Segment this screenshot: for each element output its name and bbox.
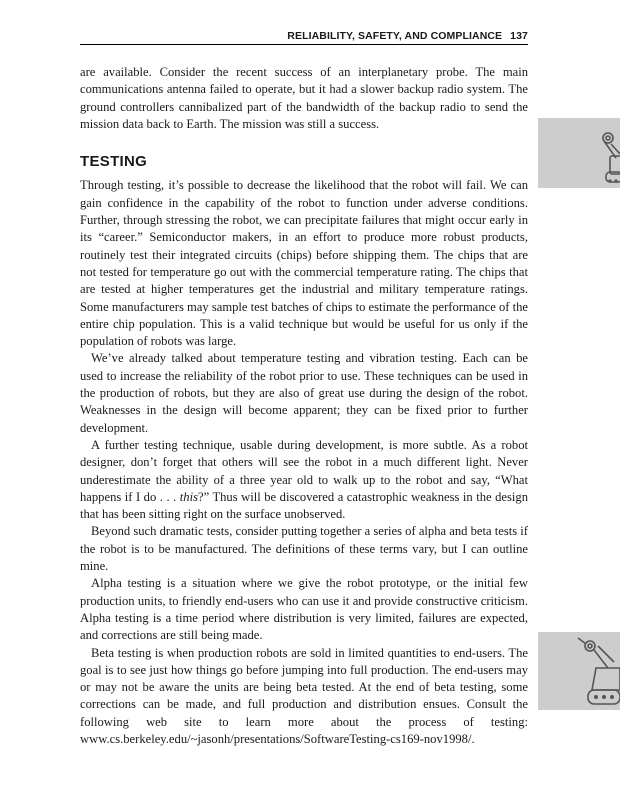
thumb-tab [538, 118, 620, 188]
body-paragraph: Alpha testing is a situation where we give the robot prototype, or the initial few production units, to friendly end-users who can use it and provide constructive criticism. Alpha testing is a time period where distribution is very limited, failures are expected, and corrections are still being made. [80, 576, 528, 643]
body-paragraph: We’ve already talked about temperature testing and vibration testing. Each can be used to increase the reliability of the robot prior to use. These techniques can be used in the production of robots, but they are also of great use during the design of the robot. Weaknesses in the design will become apparent; they can be fixed prior to further development. [80, 351, 528, 435]
body-paragraph: Through testing, it’s possible to decrease the likelihood that the robot will fail. We can gain confidence in the capability of the robot to function under adverse conditions. Further, through stressing the robot, we can precipitate failures that might occur early in its “career.” Semiconductor makers, in an effort to produce more robust products, routinely test their integrated circuits (chips) before shipping them. The chips that are not tested for temperature go out with the commercial temperature rating. The chips that are tested at higher temperatures get the industrial and military temperature ratings. Some manufacturers may sample test batches of chips to estimate the performance of the entire chip population. This is a valid technique but would be useful for us only if the population of robots was large. [80, 178, 528, 349]
robot-arm-icon [538, 632, 620, 710]
running-header [80, 30, 528, 45]
body-paragraph: Beta testing is when production robots are sold in limited quantities to end-users. The goal is to see just how things go before jumping into full production. The end-users may or may not be aware the units are being beta tested. At the end of beta testing, some corrections can be made, and full production and distribution ensues. Consult the following web site to learn more about the process of testing: www.cs.berkeley.edu/~jasonh/presentations/SoftwareTesting-cs169-nov1998/. [80, 645, 528, 746]
text-run: ?” Thus will be discovered a catastrophic weakness in the design that has been sitting right on the surface unobserved. [80, 489, 529, 522]
text-run: A further testing technique, usable during development, is more subtle. As a robot designer, don’t forget that others will see the robot in a much different light. Never underestimate the ability of a three year old to walk up to the robot and say, “What happens if I do . . . [80, 437, 528, 504]
intro-paragraph: are available. Consider the recent success of an interplanetary probe. The main communications antenna failed to operate, but it had a slower backup radio system. The ground controllers cannibalized part of the bandwidth of the backup radio to send the mission data back to Earth. The mission was still a success. [80, 65, 528, 131]
body-paragraph [80, 437, 528, 523]
robot-arm-icon [538, 118, 620, 188]
body-paragraph: Beyond such dramatic tests, consider putting together a series of alpha and beta tests if the robot is to be manufactured. The definitions of these terms vary, but I can outline mine. [80, 524, 528, 574]
running-title: RELIABILITY, SAFETY, AND COMPLIANCE [287, 30, 503, 42]
thumb-tab [538, 632, 620, 710]
page-body [80, 64, 528, 748]
page-number: 137 [510, 30, 528, 42]
section-heading: TESTING [80, 153, 148, 171]
italic-emphasis: this [179, 489, 198, 504]
